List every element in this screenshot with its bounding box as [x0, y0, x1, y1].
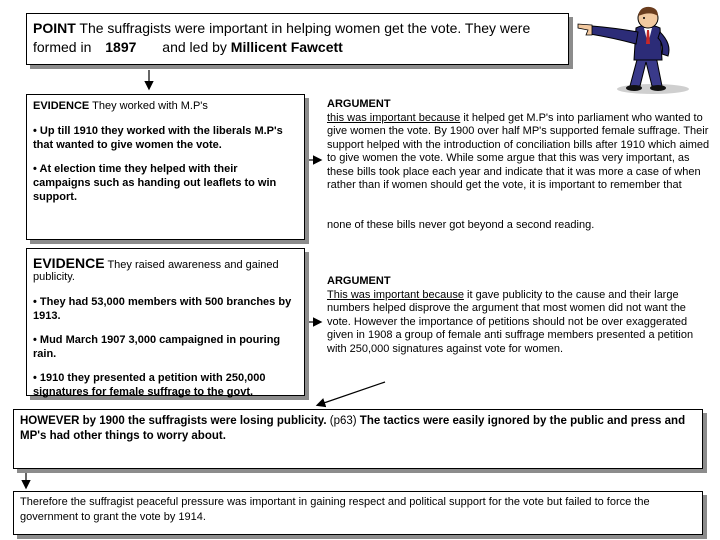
argument2-text: it gave publicity to the cause and their large numbers helped disprove the argument that most women did not want the vote. However the importance of petitions should not be over exaggerated given in 1908 a group of female anti suffrage members presented a petition with 250,000 signatures against vote for women. [327, 288, 694, 355]
argument1-label: ARGUMENT [327, 98, 391, 110]
evidence2-item: • Mud March 1907 3,000 campaigned in pouring rain. [33, 334, 281, 360]
argument1-note: none of these bills never got beyond a second reading. [327, 219, 595, 231]
evidence2-title: They raised awareness and gained publicity. [33, 259, 279, 283]
argument1-underlined: this was important because [327, 111, 461, 124]
evidence1-heading [33, 100, 298, 112]
evidence1-item: • At election time they helped with their campaigns such as handing out leaflets to win support. [33, 163, 277, 203]
argument2-label: ARGUMENT [327, 275, 391, 287]
evidence2-label: EVIDENCE [33, 255, 105, 271]
point-text: The suffragists were important in helping women get the vote. They were formed in [33, 20, 531, 55]
evidence1-label: EVIDENCE [33, 100, 90, 112]
evidence-box-1 [26, 94, 305, 240]
point-year: 1897 [105, 39, 137, 55]
evidence2-item: • They had 53,000 members with 500 branches by 1913. [33, 296, 292, 322]
argument-1 [327, 98, 712, 193]
point-leader: Millicent Fawcett [230, 39, 343, 55]
point-text-2: and led by [162, 39, 227, 55]
point-box [26, 13, 569, 65]
argument2-underlined: This was important because [327, 288, 464, 301]
evidence2-heading [33, 255, 298, 283]
however-ref: (p63) [329, 415, 357, 427]
therefore-text: Therefore the suffragist peaceful pressure was important in gaining respect and political support for the vote but failed to force the government to grant the vote by 1914. [20, 496, 650, 523]
however-text: HOWEVER by 1900 the suffragists were losing publicity. [20, 415, 327, 427]
evidence1-title: They worked with M.P's [92, 100, 208, 112]
argument1-text: it helped get M.P's into parliament who wanted to give women the vote. By 1900 over half MP's supported female suffrage. Their support helped with the introduction of conciliation bills after 1910 which aimed to give women the vote. While some argue that this was very important, as these bills took place each year and indicate that it was more a case of when rather than if women should get the vote, it is important to remember that [327, 111, 710, 191]
however-box [13, 409, 703, 469]
evidence-box-2 [26, 248, 305, 396]
argument-2 [327, 275, 702, 356]
evidence2-item: • 1910 they presented a petition with 250,000 signatures for female suffrage to the govt. [33, 372, 266, 398]
however-text-2: The tactics were easily ignored by the public and press and MP's had other things to worry about. [20, 415, 686, 442]
point-label: POINT [33, 20, 76, 36]
evidence1-item: • Up till 1910 they worked with the liberals M.P's that wanted to give women the vote. [33, 125, 283, 151]
therefore-box [13, 491, 703, 535]
